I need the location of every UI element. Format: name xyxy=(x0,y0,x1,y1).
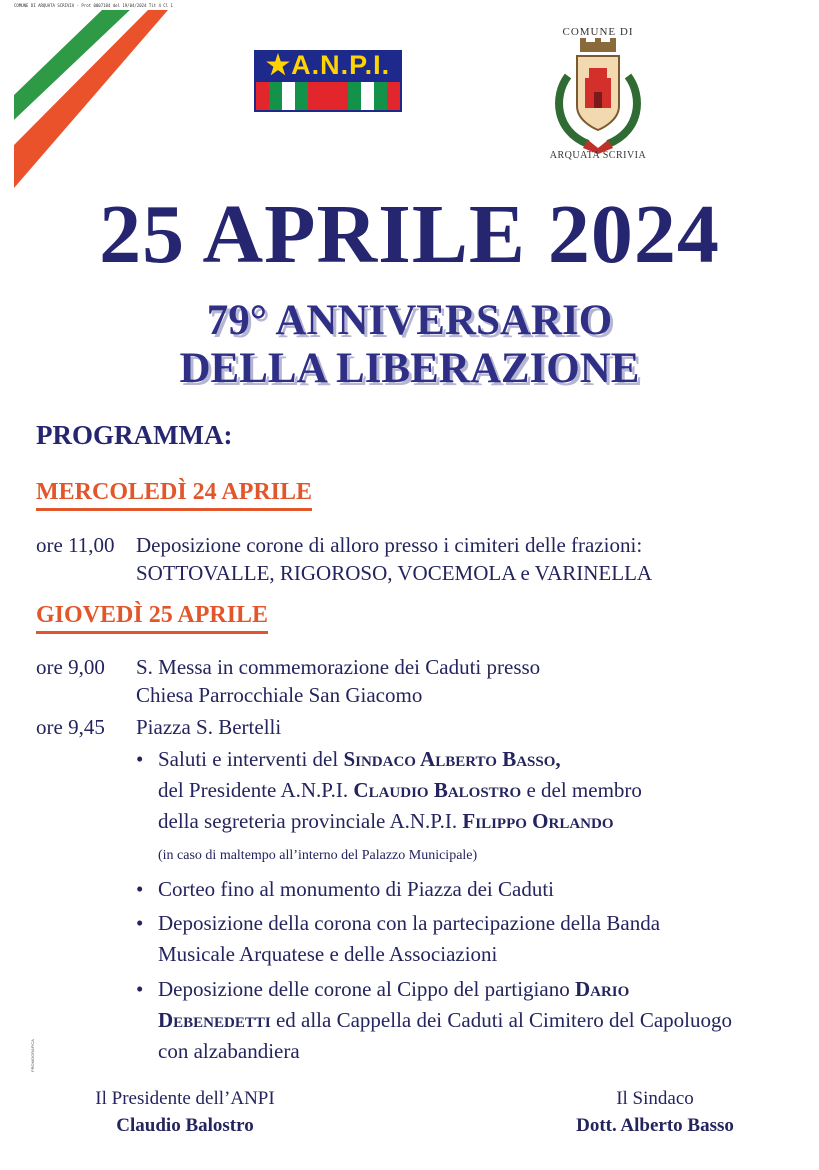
printer-credit: PROMOGRAFICA xyxy=(30,1039,35,1072)
signature-right xyxy=(540,1085,770,1139)
day2-item2-place: Piazza S. Bertelli xyxy=(136,715,282,739)
signature-left xyxy=(60,1085,310,1139)
crest-bottom-text: ARQUATA SCRIVIA xyxy=(549,150,647,161)
page-title: 25 APRILE 2024 xyxy=(99,188,720,281)
bullet4-text-a2: ed alla Cappella dei Caduti al Cimitero del Capoluogo xyxy=(270,1008,733,1032)
bullet-icon: • xyxy=(136,911,144,935)
programma-heading: PROGRAMMA: xyxy=(36,420,233,450)
subtitle-line-1: 79° ANNIVERSARIO xyxy=(206,297,613,344)
signature-left-name: Claudio Balostro xyxy=(116,1115,254,1136)
signature-left-role: Il Presidente dell’ANPI xyxy=(95,1088,275,1109)
day1-desc-line1: Deposizione corone di alloro presso i cimiteri delle frazioni: xyxy=(136,533,643,557)
bullet1-line1 xyxy=(158,746,561,773)
bullet3-line2: Musicale Arquatese e delle Associazioni xyxy=(158,942,498,966)
anpi-logo xyxy=(254,50,402,112)
anpi-logo-text: A.N.P.I. xyxy=(291,50,391,80)
day2-item1-line2: Chiesa Parrocchiale San Giacomo xyxy=(136,683,423,707)
bullet4-name-dario: Dario xyxy=(574,977,630,1001)
day2-item1-line1: S. Messa in commemorazione dei Caduti presso xyxy=(136,655,541,679)
day1-desc-line2: SOTTOVALLE, RIGOROSO, VOCEMOLA e VARINELLA xyxy=(136,561,653,585)
bullet1-note: (in caso di maltempo all’interno del Palazzo Municipale) xyxy=(158,848,478,863)
protocol-stamp: COMUNE DI ARQUATA SCRIVIA - Prot 0007184 del 19/04/2024 Tit 4 Cl 1 xyxy=(14,3,173,8)
bullet1-name-presidente: Claudio Balostro xyxy=(353,778,522,802)
bullet1-name-sindaco: Sindaco Alberto Basso, xyxy=(343,747,561,771)
bullet4-line3: con alzabandiera xyxy=(158,1039,300,1063)
bullet-icon: • xyxy=(136,877,144,901)
crest-top-text: COMUNE DI xyxy=(562,26,634,38)
bullet1-text-a4: della segreteria provinciale A.N.P.I. xyxy=(158,809,463,833)
crest-emblem-icon xyxy=(543,36,653,166)
bullet-icon: • xyxy=(136,747,144,771)
day1-time: ore 11,00 xyxy=(36,533,115,557)
day1-heading: MERCOLEDÌ 24 APRILE xyxy=(36,479,312,511)
bullet1-text-a2: del Presidente A.N.P.I. xyxy=(158,778,354,802)
signature-right-name: Dott. Alberto Basso xyxy=(576,1115,734,1136)
subtitle-line-2: DELLA LIBERAZIONE xyxy=(179,345,640,392)
bullet4-line1 xyxy=(158,976,629,1003)
bullet1-line2 xyxy=(158,777,642,804)
bullet4-line2 xyxy=(158,1007,732,1034)
day2-heading: GIOVEDÌ 25 APRILE xyxy=(36,602,268,634)
bullet1-line3 xyxy=(158,808,614,835)
star-icon: ★ xyxy=(265,50,292,80)
bullet4-text-a1: Deposizione delle corone al Cippo del partigiano xyxy=(158,977,575,1001)
bullet1-name-orlando: Filippo Orlando xyxy=(462,809,614,833)
bullet3-line1: Deposizione della corona con la partecipazione della Banda xyxy=(158,911,661,935)
day2-item1-time: ore 9,00 xyxy=(36,655,105,679)
bullet1-text-a1: Saluti e interventi del xyxy=(158,747,344,771)
signature-right-role: Il Sindaco xyxy=(616,1088,694,1109)
tricolor-ribbon xyxy=(0,0,170,200)
bullet1-text-a3: e del membro xyxy=(521,778,642,802)
bullet2-line: Corteo fino al monumento di Piazza dei Caduti xyxy=(158,877,554,901)
day2-item2-time: ore 9,45 xyxy=(36,715,105,739)
anpi-flag-stripes xyxy=(254,80,402,112)
comune-crest xyxy=(543,22,653,172)
bullet4-name-debenedetti: Debenedetti xyxy=(158,1008,271,1032)
bullet-icon: • xyxy=(136,977,144,1001)
